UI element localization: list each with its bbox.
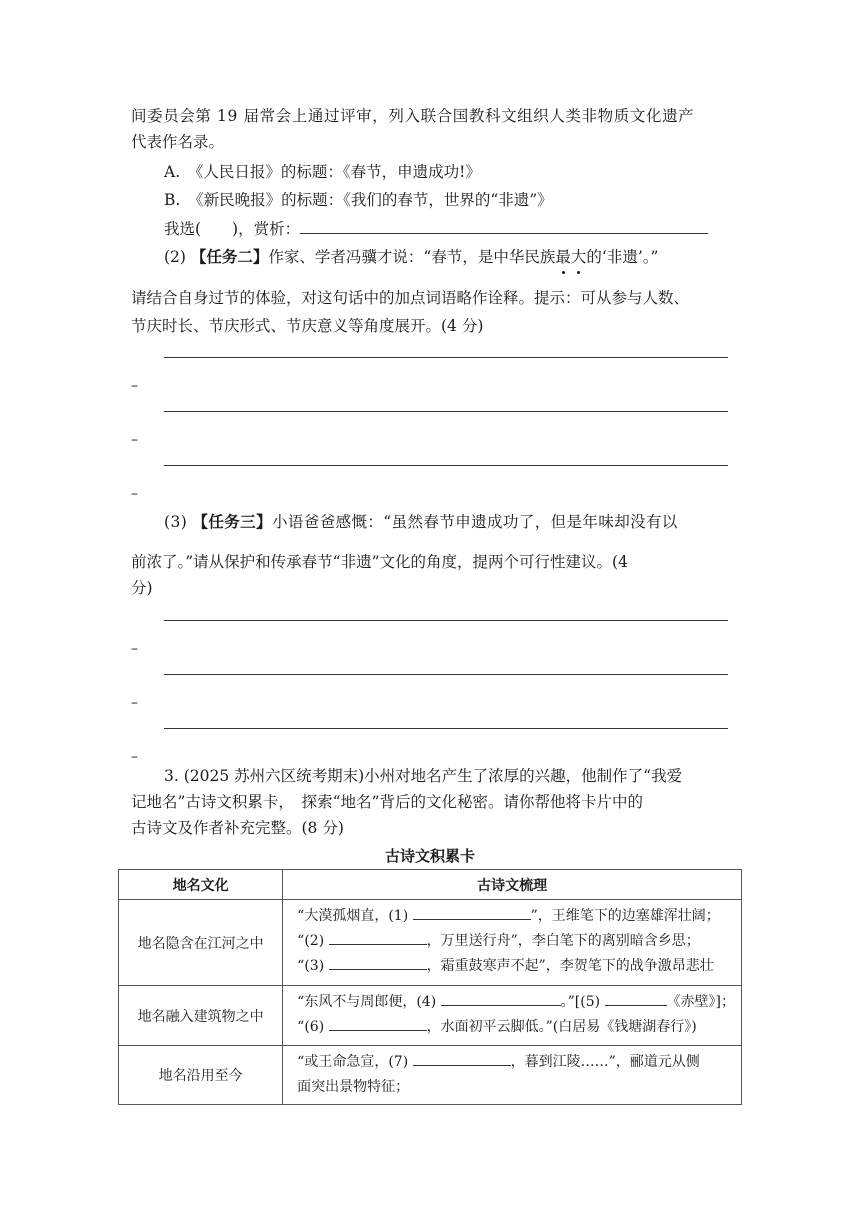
row-category: 地名沿用至今 — [119, 1046, 283, 1105]
q2-line-3: 节庆时长、节庆形式、节庆意义等角度展开。(4 分) — [131, 317, 484, 335]
choice-line — [164, 217, 708, 240]
col-header-culture: 地名文化 — [119, 870, 283, 900]
q3-answer-line-2[interactable] — [164, 674, 728, 675]
question3-line-1: 3. (2025 苏州六区统考期末)小州对地名产生了浓厚的兴趣，他制作了“我爱 — [164, 767, 683, 785]
option-b: B. 《新民晚报》的标题：《我们的春节，世界的“非遗”》 — [164, 191, 553, 209]
dotted-char-1: 最 — [555, 248, 571, 266]
dotted-char-2: 大 — [570, 248, 587, 266]
choice-prefix: 我选( )，赏析： — [164, 220, 301, 238]
q3-line-1 — [164, 511, 678, 534]
table-header-row — [119, 870, 742, 900]
row3-line2: 面突出景物特征； — [297, 1079, 410, 1095]
q2-text-b: 的‘非遗’。” — [586, 248, 659, 266]
q2-answer-line-1[interactable] — [164, 357, 728, 358]
row1-line2-b: ，万里送行舟”，李白笔下的离别暗含乡思； — [426, 933, 700, 949]
table-row — [119, 986, 742, 1046]
q2-number: (2) — [164, 248, 186, 266]
q2-answer-line-2[interactable] — [164, 411, 728, 412]
row-category: 地名融入建筑物之中 — [119, 986, 283, 1046]
q2-answer-line-3[interactable] — [164, 465, 728, 466]
question3-line-2: 记地名”古诗文积累卡， 探索“地名”背后的文化秘密。请你帮他将卡片中的 — [131, 793, 644, 811]
row1-line3-a: “(3) — [297, 958, 329, 974]
row2-line1-a: “东风不与周郎便，(4) — [297, 994, 441, 1010]
intro-line-2: 代表作名录。 — [131, 133, 225, 151]
row2-line2-a: “(6) — [297, 1019, 329, 1035]
card-title: 古诗文积累卡 — [384, 848, 475, 865]
row2-line1-c: 《赤壁》]； — [666, 994, 735, 1010]
q2-text-a: 作家、学者冯骥才说：“春节，是中华民族 — [268, 248, 556, 266]
option-a: A. 《人民日报》的标题：《春节，申遗成功!》 — [164, 163, 481, 181]
q3-answer-line-3[interactable] — [164, 728, 728, 729]
q3-task-label: 【任务三】 — [192, 514, 272, 531]
q2-dash-1: – — [131, 378, 138, 394]
blank-2[interactable] — [329, 930, 427, 945]
q2-task-label: 【任务二】 — [190, 249, 269, 266]
blank-5[interactable] — [605, 991, 667, 1006]
blank-3[interactable] — [329, 955, 427, 970]
q3-text: 小语爸爸感慨：“虽然春节申遗成功了，但是年味却没有以 — [272, 513, 678, 531]
col-header-poetry: 古诗文梳理 — [283, 870, 742, 900]
row3-line1-b: ，暮到江陵……”，郦道元从侧 — [510, 1054, 700, 1070]
blank-4[interactable] — [441, 991, 561, 1006]
q3-line-3: 分) — [131, 579, 153, 597]
row2-line2-b: ，水面初平云脚低。”(白居易《钱塘湖春行》) — [426, 1019, 697, 1035]
analysis-answer-blank[interactable] — [300, 217, 708, 234]
intro-line-1: 间委员会第 19 届常会上通过评审，列入联合国教科文组织人类非物质文化遗产 — [131, 107, 695, 125]
row-content — [283, 900, 742, 986]
row-content — [283, 986, 742, 1046]
q3-dash-1: – — [131, 641, 138, 657]
q3-number: (3) — [164, 513, 188, 531]
poetry-card-table — [118, 869, 742, 1105]
table-row — [119, 1046, 742, 1105]
q2-line-1 — [164, 246, 658, 269]
q3-dash-3: – — [131, 749, 138, 765]
q2-dash-3: – — [131, 486, 138, 502]
q2-dash-2: – — [131, 432, 138, 448]
question3-line-3: 古诗文及作者补充完整。(8 分) — [131, 819, 344, 837]
row-category: 地名隐含在江河之中 — [119, 900, 283, 986]
row1-line1-b: ”，王维笔下的边塞雄浑壮阔； — [530, 908, 720, 924]
q3-answer-line-1[interactable] — [164, 620, 728, 621]
q2-line-2: 请结合自身过节的体验，对这句话中的加点词语略作诠释。提示：可从参与人数、 — [131, 289, 690, 307]
row3-line1-a: “或王命急宣，(7) — [297, 1054, 413, 1070]
blank-7[interactable] — [413, 1051, 511, 1066]
row2-line1-b: 。”[(5) — [560, 994, 605, 1010]
q3-line-2: 前浓了。”请从保护和传承春节“非遗”文化的角度，提两个可行性建议。(4 — [131, 553, 628, 571]
blank-6[interactable] — [329, 1016, 427, 1031]
row1-line2-a: “(2) — [297, 933, 329, 949]
blank-1[interactable] — [413, 905, 531, 920]
table-row — [119, 900, 742, 986]
q3-dash-2: – — [131, 695, 138, 711]
row1-line3-b: ，霜重鼓寒声不起”，李贺笔下的战争激昂悲壮 — [426, 958, 714, 974]
row1-line1-a: “大漠孤烟直，(1) — [297, 908, 413, 924]
row-content — [283, 1046, 742, 1105]
